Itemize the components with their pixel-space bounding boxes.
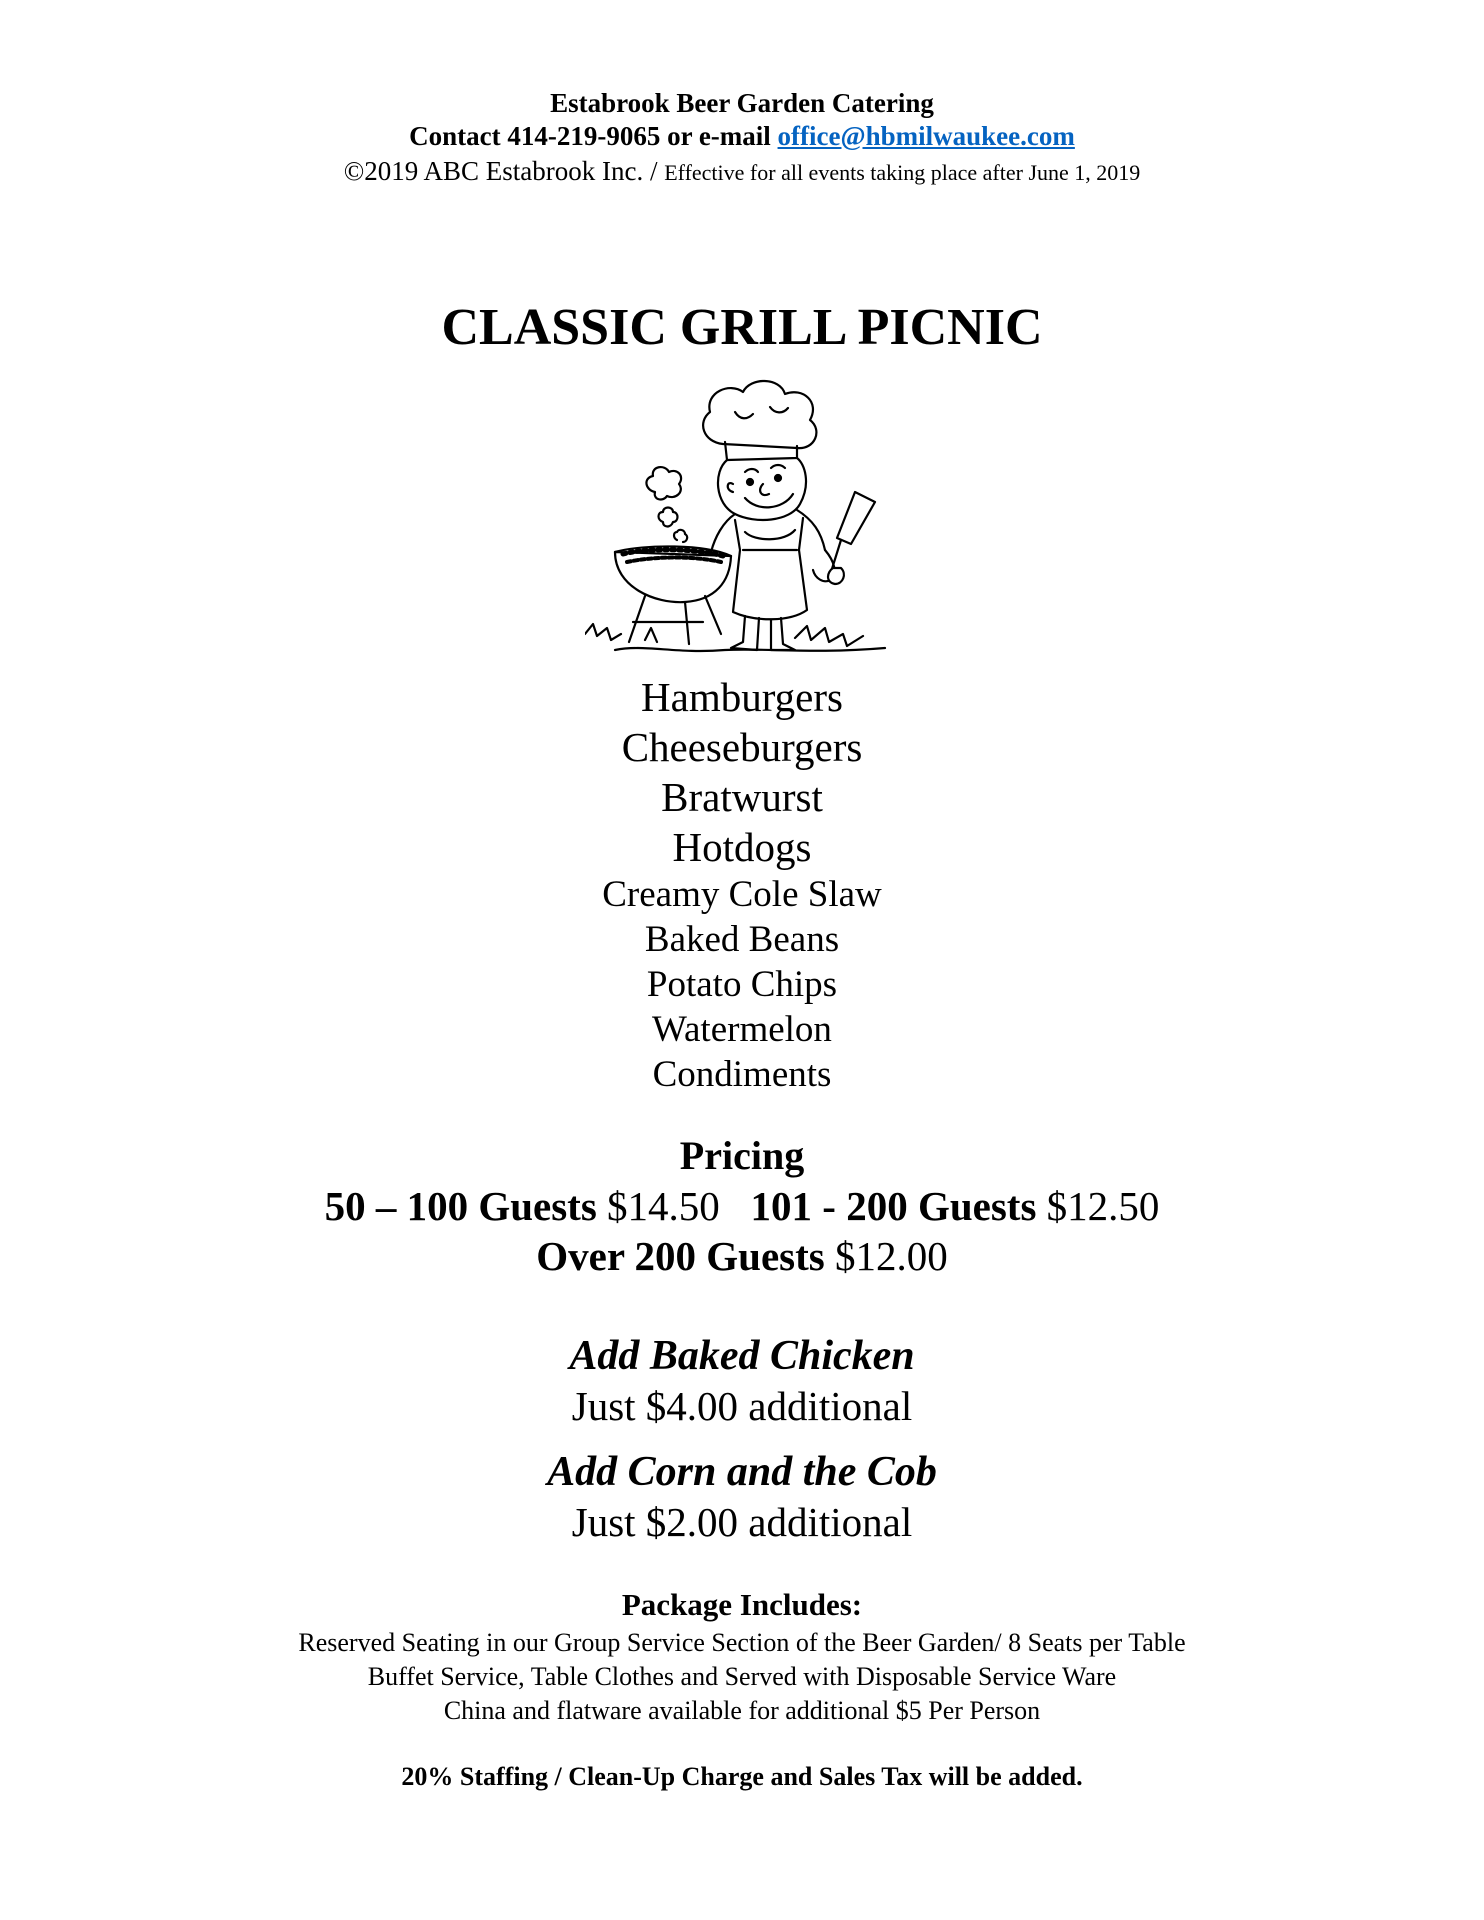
page-title: CLASSIC GRILL PICNIC: [441, 299, 1043, 356]
tier2-label: 101 - 200 Guests: [750, 1183, 1037, 1229]
company-heading: Estabrook Beer Garden Catering: [550, 88, 934, 118]
tier3-price: $12.00: [824, 1233, 948, 1279]
menu-item: Baked Beans: [644, 919, 840, 960]
addon-title: Add Corn and the Cob: [547, 1449, 937, 1495]
effective-date-text: Effective for all events taking place after June 1, 2019: [664, 160, 1141, 185]
side-menu-list: [0, 872, 1484, 1097]
addon-price: Just $2.00 additional: [571, 1499, 913, 1545]
menu-item: Creamy Cole Slaw: [602, 874, 882, 915]
menu-item: Cheeseburgers: [621, 724, 863, 770]
package-heading: Package Includes:: [621, 1587, 863, 1622]
copyright-text: ©2019 ABC Estabrook Inc. /: [343, 156, 665, 186]
tier3-label: Over 200 Guests: [536, 1233, 825, 1279]
tier1-label: 50 – 100 Guests: [324, 1183, 597, 1229]
menu-item: Watermelon: [652, 1009, 832, 1050]
main-menu-list: [0, 672, 1484, 872]
tier2-price: $12.50: [1036, 1183, 1160, 1229]
addon-title: Add Baked Chicken: [569, 1333, 915, 1379]
addon-price: Just $4.00 additional: [571, 1383, 913, 1429]
tier1-price: $14.50: [596, 1183, 720, 1229]
pricing-heading: Pricing: [679, 1133, 805, 1178]
email-link[interactable]: office@hbmilwaukee.com: [777, 121, 1075, 151]
menu-item: Hamburgers: [641, 674, 843, 720]
menu-item: Bratwurst: [661, 774, 823, 820]
chef-grilling-icon: [585, 372, 905, 662]
package-line: Buffet Service, Table Clothes and Served with Disposable Service Ware: [367, 1662, 1117, 1691]
package-line: Reserved Seating in our Group Service Section of the Beer Garden/ 8 Seats per Table: [298, 1628, 1186, 1657]
contact-text: Contact 414-219-9065 or e-mail: [409, 121, 778, 151]
menu-item: Condiments: [652, 1054, 832, 1095]
pricing-row-2: [0, 1232, 1484, 1280]
charges-footnote: 20% Staffing / Clean-Up Charge and Sales Tax will be added.: [401, 1762, 1083, 1791]
menu-item: Hotdogs: [672, 824, 812, 870]
contact-line: [0, 121, 1484, 152]
package-line: China and flatware available for additional $5 Per Person: [443, 1696, 1041, 1725]
pricing-row-1: [0, 1182, 1484, 1230]
copyright-line: [0, 156, 1484, 187]
menu-item: Potato Chips: [646, 964, 838, 1005]
